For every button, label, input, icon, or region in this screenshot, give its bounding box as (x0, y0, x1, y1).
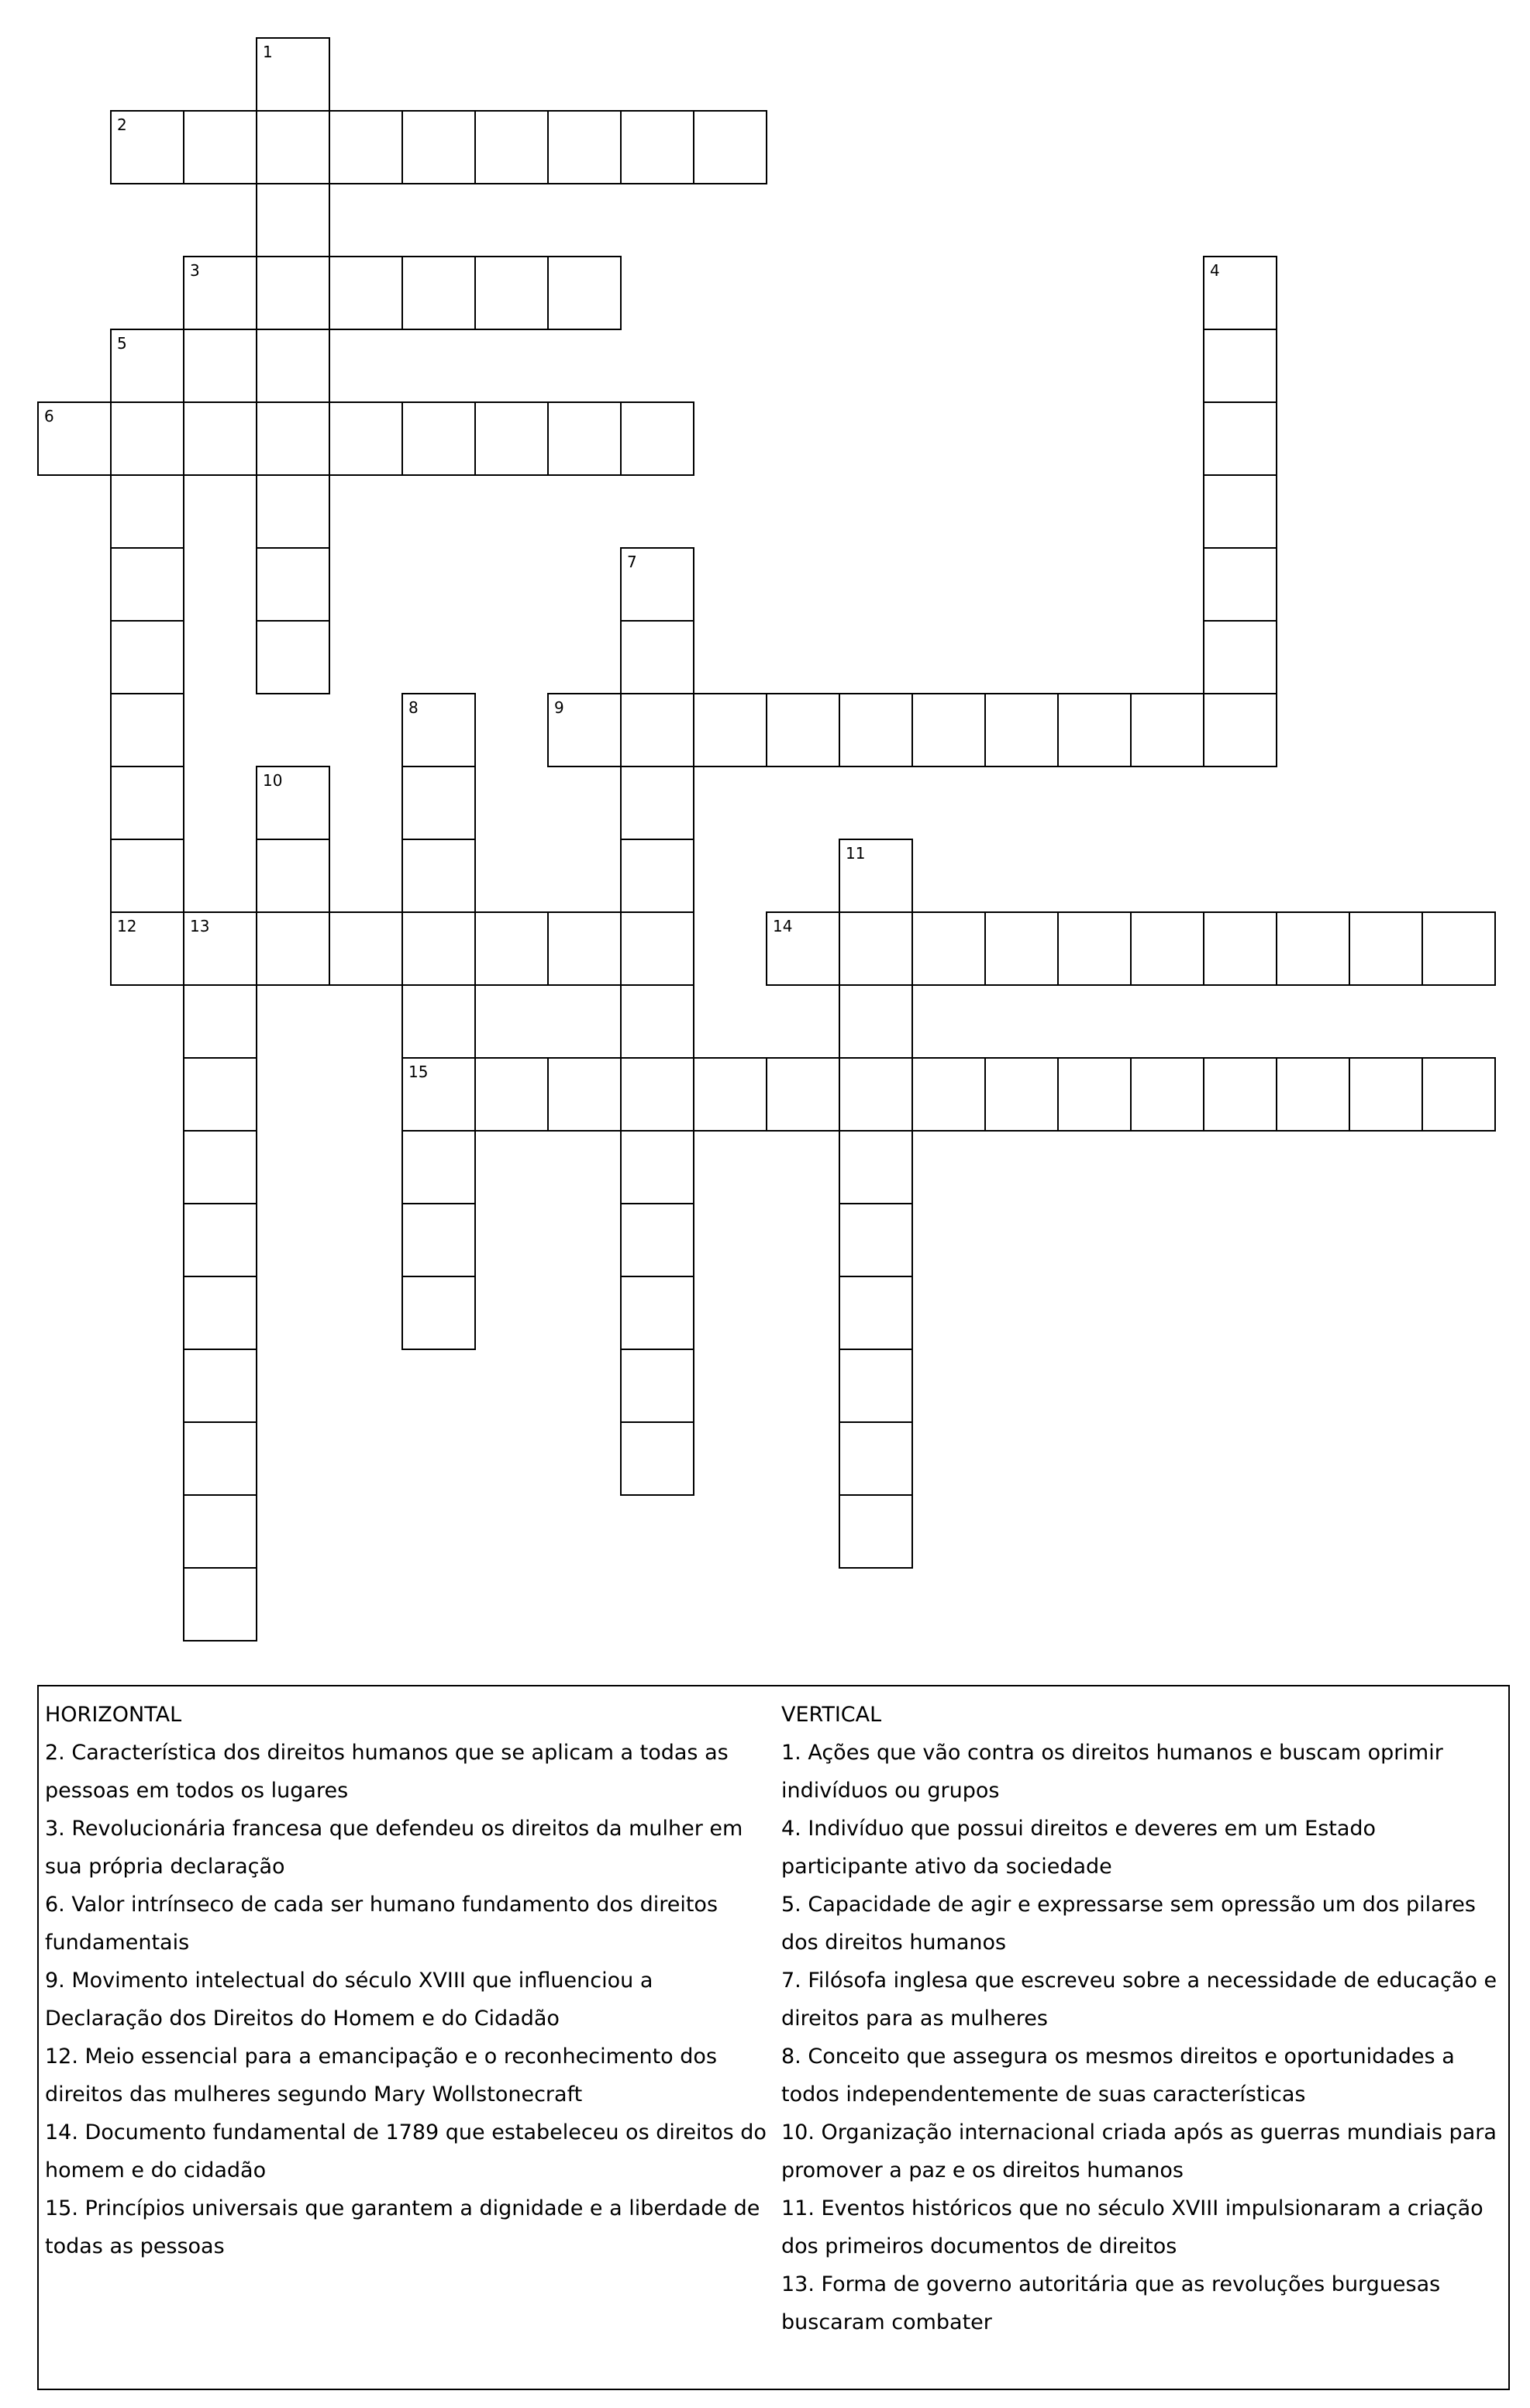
crossword-cell[interactable] (183, 911, 257, 986)
clues-panel (37, 1685, 1510, 2390)
crossword-cell[interactable] (911, 1057, 986, 1132)
crossword-cell[interactable] (110, 474, 184, 549)
crossword-cell[interactable] (839, 693, 913, 767)
crossword-cell[interactable] (547, 110, 622, 184)
crossword-cell[interactable] (256, 37, 330, 112)
crossword-cell[interactable] (766, 1057, 840, 1132)
crossword-cell[interactable] (401, 256, 476, 330)
crossword-cell[interactable] (1203, 329, 1277, 403)
clue-line: dos primeiros documentos de direitos (781, 2234, 1177, 2258)
crossword-cell[interactable] (256, 256, 330, 330)
crossword-cell[interactable] (183, 1349, 257, 1423)
clue-number: 13 (190, 917, 210, 935)
crossword-cell[interactable] (110, 329, 184, 403)
crossword-cell[interactable] (110, 693, 184, 767)
crossword-cell[interactable] (110, 766, 184, 840)
crossword-cell[interactable] (401, 401, 476, 476)
crossword-cell[interactable] (1203, 693, 1277, 767)
crossword-cell[interactable] (839, 1130, 913, 1204)
crossword-cell[interactable] (1349, 1057, 1423, 1132)
crossword-cell[interactable] (401, 1203, 476, 1277)
crossword-cell[interactable] (256, 547, 330, 622)
crossword-cell[interactable] (401, 911, 476, 986)
crossword-cell[interactable] (401, 984, 476, 1059)
crossword-cell[interactable] (401, 1130, 476, 1204)
crossword-cell[interactable] (911, 911, 986, 986)
clue-line: indivíduos ou grupos (781, 1779, 1000, 1803)
crossword-cell[interactable] (1349, 911, 1423, 986)
clue-number: 6 (44, 407, 54, 425)
clue-line: 14. Documento fundamental de 1789 que estabeleceu os direitos do (45, 2120, 767, 2144)
clue-line: 6. Valor intrínseco de cada ser humano fundamento dos direitos (45, 1893, 718, 1917)
clue-line: 10. Organização internacional criada após as guerras mundiais para (781, 2120, 1497, 2144)
crossword-cell[interactable] (183, 1057, 257, 1132)
crossword-cell[interactable] (474, 256, 549, 330)
crossword-cell[interactable] (401, 1276, 476, 1350)
crossword-cell[interactable] (620, 1057, 694, 1132)
clue-line: 11. Eventos históricos que no século XVIII impulsionaram a criação (781, 2196, 1483, 2220)
clue-line: dos direitos humanos (781, 1931, 1007, 1955)
clue-line: sua própria declaração (45, 1855, 285, 1879)
crossword-cell[interactable] (110, 110, 184, 184)
crossword-cell[interactable] (839, 1057, 913, 1132)
crossword-cell[interactable] (620, 547, 694, 622)
crossword-cell[interactable] (984, 1057, 1059, 1132)
crossword-cell[interactable] (1203, 620, 1277, 694)
crossword-cell[interactable] (1203, 401, 1277, 476)
crossword-cell[interactable] (620, 1130, 694, 1204)
crossword-cell[interactable] (839, 911, 913, 986)
clue-line: participante ativo da sociedade (781, 1855, 1112, 1879)
clue-number: 4 (1210, 261, 1220, 280)
clue-number: 15 (408, 1063, 429, 1081)
crossword-cell[interactable] (329, 256, 403, 330)
clue-line: direitos para as mulheres (781, 2007, 1048, 2031)
crossword-cell[interactable] (1421, 1057, 1496, 1132)
clue-line: 9. Movimento intelectual do século XVIII que influenciou a (45, 1969, 653, 1993)
crossword-cell[interactable] (547, 256, 622, 330)
crossword-cell[interactable] (547, 401, 622, 476)
crossword-cell[interactable] (984, 911, 1059, 986)
crossword-cell[interactable] (183, 1421, 257, 1496)
clue-number: 10 (263, 771, 283, 790)
crossword-cell[interactable] (911, 693, 986, 767)
crossword-cell[interactable] (839, 984, 913, 1059)
crossword-cell[interactable] (620, 911, 694, 986)
crossword-cell[interactable] (256, 911, 330, 986)
crossword-cell[interactable] (183, 1276, 257, 1350)
horizontal-heading: HORIZONTAL (45, 1703, 182, 1727)
crossword-cell[interactable] (839, 1349, 913, 1423)
crossword-cell[interactable] (620, 1349, 694, 1423)
crossword-cell[interactable] (1203, 911, 1277, 986)
clue-line: 3. Revolucionária francesa que defendeu os direitos da mulher em (45, 1817, 743, 1841)
crossword-cell[interactable] (401, 110, 476, 184)
crossword-cell[interactable] (620, 620, 694, 694)
crossword-cell[interactable] (183, 110, 257, 184)
crossword-cell[interactable] (620, 839, 694, 913)
clue-line: 8. Conceito que assegura os mesmos direitos e oportunidades a (781, 2045, 1455, 2069)
clue-number: 9 (554, 698, 564, 717)
clue-line: fundamentais (45, 1931, 190, 1955)
crossword-cell[interactable] (766, 693, 840, 767)
clue-line: 15. Princípios universais que garantem a dignidade e a liberdade de (45, 2196, 760, 2220)
crossword-cell[interactable] (547, 1057, 622, 1132)
clue-line: buscaram combater (781, 2310, 992, 2334)
crossword-cell[interactable] (620, 1421, 694, 1496)
clue-number: 11 (846, 844, 866, 863)
crossword-cell[interactable] (1276, 911, 1350, 986)
crossword-cell[interactable] (620, 1276, 694, 1350)
crossword-cell[interactable] (256, 401, 330, 476)
vertical-clues (781, 1696, 1506, 2341)
crossword-cell[interactable] (839, 1276, 913, 1350)
crossword-cell[interactable] (766, 911, 840, 986)
crossword-cell[interactable] (474, 110, 549, 184)
clue-line: homem e do cidadão (45, 2158, 267, 2182)
crossword-cell[interactable] (1057, 1057, 1132, 1132)
crossword-cell[interactable] (984, 693, 1059, 767)
clue-line: 13. Forma de governo autoritária que as revoluções burguesas (781, 2272, 1441, 2296)
crossword-cell[interactable] (474, 1057, 549, 1132)
crossword-cell[interactable] (183, 401, 257, 476)
crossword-cell[interactable] (1203, 474, 1277, 549)
crossword-cell[interactable] (620, 401, 694, 476)
crossword-cell[interactable] (1130, 693, 1204, 767)
crossword-cell[interactable] (620, 110, 694, 184)
crossword-cell[interactable] (1203, 1057, 1277, 1132)
crossword-cell[interactable] (401, 766, 476, 840)
crossword-cell[interactable] (693, 110, 767, 184)
clue-number: 12 (117, 917, 137, 935)
clue-number: 8 (408, 698, 419, 717)
crossword-cell[interactable] (693, 693, 767, 767)
clue-line: 4. Indivíduo que possui direitos e deveres em um Estado (781, 1817, 1377, 1841)
crossword-cell[interactable] (183, 1130, 257, 1204)
crossword-cell[interactable] (693, 1057, 767, 1132)
crossword-cell[interactable] (183, 1494, 257, 1569)
crossword-cell[interactable] (839, 839, 913, 913)
crossword-cell[interactable] (839, 1203, 913, 1277)
crossword-cell[interactable] (1276, 1057, 1350, 1132)
clue-number: 5 (117, 334, 127, 353)
crossword-cell[interactable] (1130, 911, 1204, 986)
crossword-cell[interactable] (1057, 911, 1132, 986)
crossword-cell[interactable] (329, 401, 403, 476)
clue-line: 2. Característica dos direitos humanos que se aplicam a todas as (45, 1741, 729, 1765)
clue-line: 1. Ações que vão contra os direitos humanos e buscam oprimir (781, 1741, 1443, 1765)
crossword-cell[interactable] (839, 1421, 913, 1496)
clue-number: 7 (627, 553, 637, 571)
vertical-heading: VERTICAL (781, 1703, 882, 1727)
crossword-cell[interactable] (110, 911, 184, 986)
clue-line: 5. Capacidade de agir e expressarse sem opressão um dos pilares (781, 1893, 1476, 1917)
crossword-cell[interactable] (256, 839, 330, 913)
clue-line: todas as pessoas (45, 2234, 225, 2258)
clue-number: 3 (190, 261, 200, 280)
crossword-cell[interactable] (256, 183, 330, 257)
crossword-cell[interactable] (1203, 547, 1277, 622)
clue-line: pessoas em todos os lugares (45, 1779, 349, 1803)
crossword-cell[interactable] (256, 766, 330, 840)
clue-line: direitos das mulheres segundo Mary Wollstonecraft (45, 2082, 583, 2107)
clue-number: 14 (773, 917, 793, 935)
crossword-cell[interactable] (183, 1567, 257, 1642)
crossword-cell[interactable] (256, 620, 330, 694)
clue-line: promover a paz e os direitos humanos (781, 2158, 1184, 2182)
clue-line: todos independentemente de suas características (781, 2082, 1306, 2107)
crossword-cell[interactable] (401, 1057, 476, 1132)
clue-line: 12. Meio essencial para a emancipação e o reconhecimento dos (45, 2045, 718, 2069)
crossword-cell[interactable] (474, 401, 549, 476)
crossword-cell[interactable] (1130, 1057, 1204, 1132)
crossword-cell[interactable] (329, 911, 403, 986)
crossword-cell[interactable] (547, 693, 622, 767)
clue-number: 2 (117, 115, 127, 134)
crossword-cell[interactable] (620, 693, 694, 767)
crossword-cell[interactable] (620, 766, 694, 840)
crossword-cell[interactable] (1203, 256, 1277, 330)
crossword-cell[interactable] (183, 984, 257, 1059)
crossword-cell[interactable] (256, 474, 330, 549)
crossword-cell[interactable] (37, 401, 112, 476)
clue-line: Declaração dos Direitos do Homem e do Cidadão (45, 2007, 560, 2031)
crossword-cell[interactable] (183, 1203, 257, 1277)
crossword-cell[interactable] (256, 329, 330, 403)
horizontal-clues (45, 1696, 783, 2265)
crossword-cell[interactable] (401, 693, 476, 767)
crossword-cell[interactable] (620, 984, 694, 1059)
crossword-cell[interactable] (110, 620, 184, 694)
crossword-cell[interactable] (474, 911, 549, 986)
crossword-cell[interactable] (329, 110, 403, 184)
crossword-cell[interactable] (401, 839, 476, 913)
crossword-cell[interactable] (839, 1494, 913, 1569)
crossword-cell[interactable] (256, 110, 330, 184)
crossword-cell[interactable] (183, 256, 257, 330)
crossword-cell[interactable] (110, 547, 184, 622)
crossword-cell[interactable] (110, 401, 184, 476)
clue-line: 7. Filósofa inglesa que escreveu sobre a necessidade de educação e (781, 1969, 1497, 1993)
crossword-cell[interactable] (110, 839, 184, 913)
crossword-cell[interactable] (547, 911, 622, 986)
crossword-cell[interactable] (1421, 911, 1496, 986)
crossword-cell[interactable] (1057, 693, 1132, 767)
crossword-cell[interactable] (620, 1203, 694, 1277)
clue-number: 1 (263, 43, 273, 61)
